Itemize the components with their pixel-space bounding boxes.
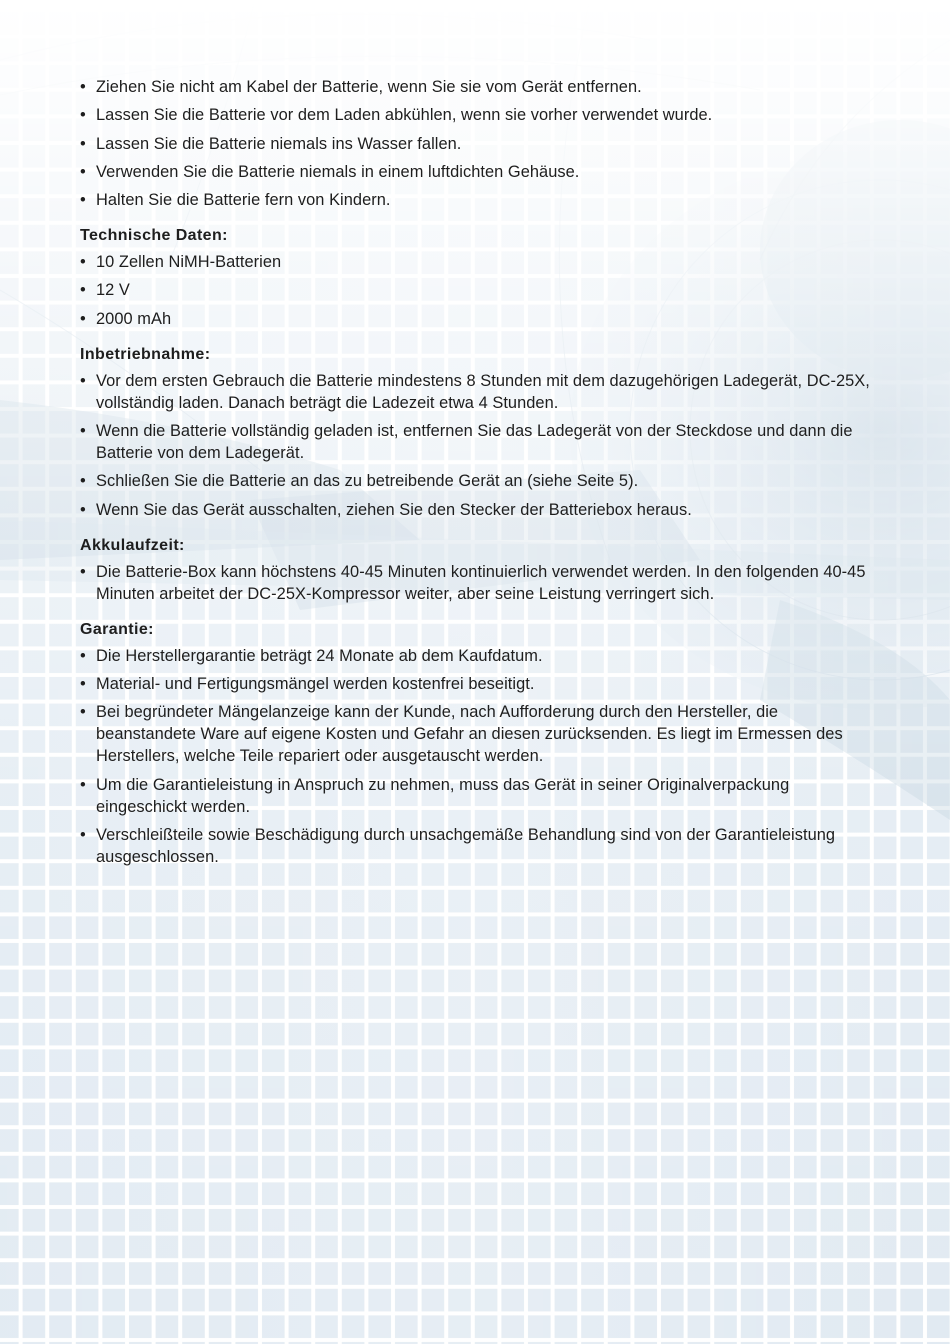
list-item	[80, 673, 880, 695]
battery-runtime-list	[80, 561, 880, 605]
list-item	[80, 499, 880, 521]
list-item	[80, 161, 880, 183]
list-item-text: Verschleißteile sowie Beschädigung durch unsachgemäße Behandlung sind von der Garantieleistung ausgeschlossen.	[96, 825, 836, 866]
list-item-text: Schließen Sie die Batterie an das zu betreibende Gerät an (siehe Seite 5).	[96, 472, 639, 491]
list-item	[80, 308, 880, 330]
bullet-icon: •	[80, 674, 86, 693]
list-item-text: Lassen Sie die Batterie niemals ins Wasser fallen.	[96, 134, 462, 153]
list-item-text: 2000 mAh	[96, 309, 172, 328]
section-title-startup: Inbetriebnahme:	[80, 345, 211, 363]
startup-list	[80, 370, 880, 521]
list-item-text: Material- und Fertigungsmängel werden kostenfrei beseitigt.	[96, 674, 535, 693]
bullet-icon: •	[80, 371, 86, 390]
list-item-text: Wenn Sie das Gerät ausschalten, ziehen Sie den Stecker der Batteriebox heraus.	[96, 500, 692, 519]
list-item	[80, 189, 880, 211]
list-item-text: Lassen Sie die Batterie vor dem Laden abkühlen, wenn sie vorher verwendet wurde.	[96, 106, 713, 125]
list-item-text: Halten Sie die Batterie fern von Kindern.	[96, 191, 391, 210]
list-item	[80, 701, 880, 767]
bullet-icon: •	[80, 472, 86, 491]
bullet-icon: •	[80, 281, 86, 300]
bullet-icon: •	[80, 500, 86, 519]
document-body	[80, 76, 880, 874]
bullet-icon: •	[80, 562, 86, 581]
bullet-icon: •	[80, 309, 86, 328]
list-item	[80, 774, 880, 818]
section-title-battery-runtime: Akkulaufzeit:	[80, 536, 185, 554]
technical-data-list	[80, 251, 880, 330]
list-item	[80, 561, 880, 605]
list-item-text: Ziehen Sie nicht am Kabel der Batterie, wenn Sie sie vom Gerät entfernen.	[96, 78, 642, 96]
list-item	[80, 251, 880, 273]
list-item	[80, 76, 880, 98]
list-item	[80, 470, 880, 492]
bullet-icon: •	[80, 422, 86, 441]
list-item-text: Die Herstellergarantie beträgt 24 Monate ab dem Kaufdatum.	[96, 646, 543, 665]
bullet-icon: •	[80, 646, 86, 665]
list-item-text: Verwenden Sie die Batterie niemals in einem luftdichten Gehäuse.	[96, 162, 580, 181]
list-item	[80, 824, 880, 868]
list-item-text: 12 V	[96, 281, 130, 300]
list-item	[80, 420, 880, 464]
list-item-text: Wenn die Batterie vollständig geladen ist, entfernen Sie das Ladegerät von der Steckdose und dann die Batterie von dem Ladegerät.	[96, 422, 853, 463]
bullet-icon: •	[80, 78, 86, 96]
list-item-text: 10 Zellen NiMH-Batterien	[96, 253, 282, 272]
list-item-text: Vor dem ersten Gebrauch die Batterie mindestens 8 Stunden mit dem dazugehörigen Ladegerät, DC-25X, vollständig laden. Danach beträgt die Ladezeit etwa 4 Stunden.	[96, 371, 870, 412]
section-title-warranty: Garantie:	[80, 620, 154, 638]
bullet-icon: •	[80, 703, 86, 722]
list-item	[80, 279, 880, 301]
bullet-icon: •	[80, 162, 86, 181]
list-item	[80, 370, 880, 414]
bullet-icon: •	[80, 106, 86, 125]
bullet-icon: •	[80, 134, 86, 153]
section-title-technical-data: Technische Daten:	[80, 227, 228, 245]
warranty-list	[80, 645, 880, 868]
safety-list	[80, 76, 880, 211]
list-item	[80, 133, 880, 155]
list-item-text: Um die Garantieleistung in Anspruch zu nehmen, muss das Gerät in seiner Originalverpackung eingeschickt werden.	[96, 775, 790, 816]
list-item	[80, 645, 880, 667]
bullet-icon: •	[80, 253, 86, 272]
list-item	[80, 104, 880, 126]
list-item-text: Bei begründeter Mängelanzeige kann der Kunde, nach Aufforderung durch den Hersteller, die beanstandete Ware auf eigene Kosten und Gefahr an diesen zurücksenden. Es liegt im Ermessen des Herstellers, welche Teile repariert oder ausgetauscht werden.	[96, 703, 843, 766]
bullet-icon: •	[80, 825, 86, 844]
list-item-text: Die Batterie-Box kann höchstens 40-45 Minuten kontinuierlich verwendet werden. In den folgenden 40-45 Minuten arbeitet der DC-25X-Kompressor weiter, aber seine Leistung verringert sich.	[96, 562, 866, 603]
bullet-icon: •	[80, 191, 86, 210]
bullet-icon: •	[80, 775, 86, 794]
